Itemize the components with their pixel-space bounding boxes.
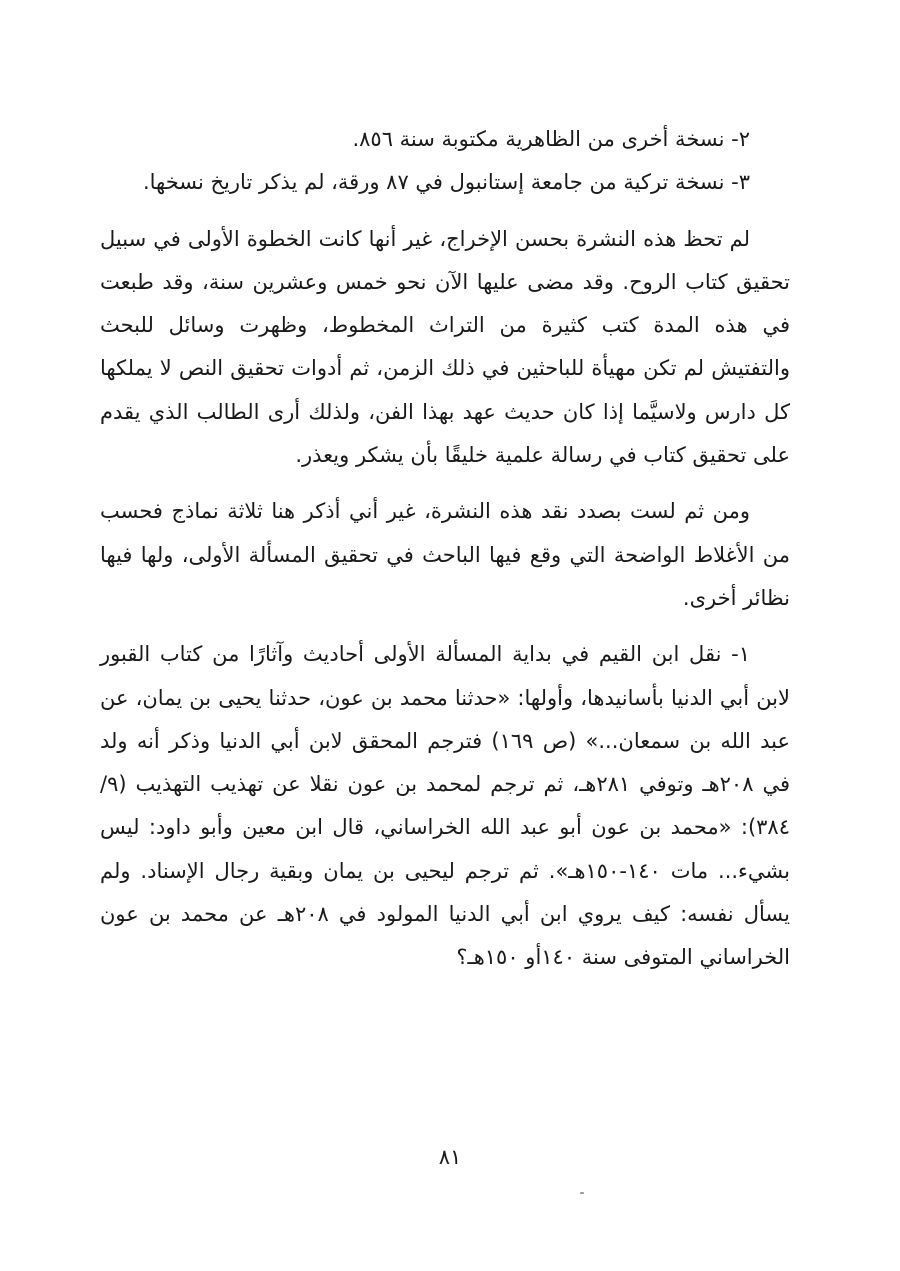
paragraph-edition-critique: لم تحظ هذه النشرة بحسن الإخراج، غير أنها كانت الخطوة الأولى في سبيل تحقيق كتاب الروح. وقد مضى عليها الآن نحو خمس وعشرين سنة، وقد طبعت في هذه المدة كتب كثيرة من التراث المخطوط، وظهرت وسائل للبحث والتفتيش لم تكن مهيأة للباحثين في ذلك الزمن، ثم أدوات تحقيق النص لا يملكها كل دارس ولاسيَّما إذا كان حديث عهد بهذا الفن، ولذلك أرى الطالب الذي يقدم على تحقيق كتاب في رسالة علمية خليقًا بأن يشكر ويعذر. <box>100 226 790 468</box>
page-body <box>100 118 790 980</box>
page-number: ٨١ <box>438 1145 462 1169</box>
paragraph-manuscript-3: ٣- نسخة تركية من جامعة إستانبول في ٨٧ ورقة، لم يذكر تاريخ نسخها. <box>142 170 750 195</box>
paragraph-error-1: ١- نقل ابن القيم في بداية المسألة الأولى أحاديث وآثارًا من كتاب القبور لابن أبي الدنيا بأسانيدها، وأولها: «حدثنا محمد بن عون، حدثنا يحيى بن يمان، عن عبد الله بن سمعان...» (ص ١٦٩) فترجم المحقق لابن أبي الدنيا وذكر أنه ولد في ٢٠٨هـ وتوفي ٢٨١هـ، ثم ترجم لمحمد بن عون نقلا عن تهذيب التهذيب (٩/ ٣٨٤): «محمد بن عون أبو عبد الله الخراساني، قال ابن معين وأبو داود: ليس بشيء... مات ١٤٠-١٥٠هـ». ثم ترجم ليحيى بن يمان وبقية رجال الإسناد. ولم يسأل نفسه: كيف يروي ابن أبي الدنيا المولود في ٢٠٨هـ عن محمد بن عون الخراساني المتوفى سنة ١٤٠أو ١٥٠هـ؟ <box>100 642 791 970</box>
scan-speck <box>580 1192 584 1194</box>
paragraph-errors-intro: ومن ثم لست بصدد نقد هذه النشرة، غير أني أذكر هنا ثلاثة نماذج فحسب من الأغلاط الواضحة التي وقع فيها الباحث في تحقيق المسألة الأولى، ولها فيها نظائر أخرى. <box>100 499 790 610</box>
paragraph-manuscript-2: ٢- نسخة أخرى من الظاهرية مكتوبة سنة ٨٥٦. <box>352 127 750 151</box>
